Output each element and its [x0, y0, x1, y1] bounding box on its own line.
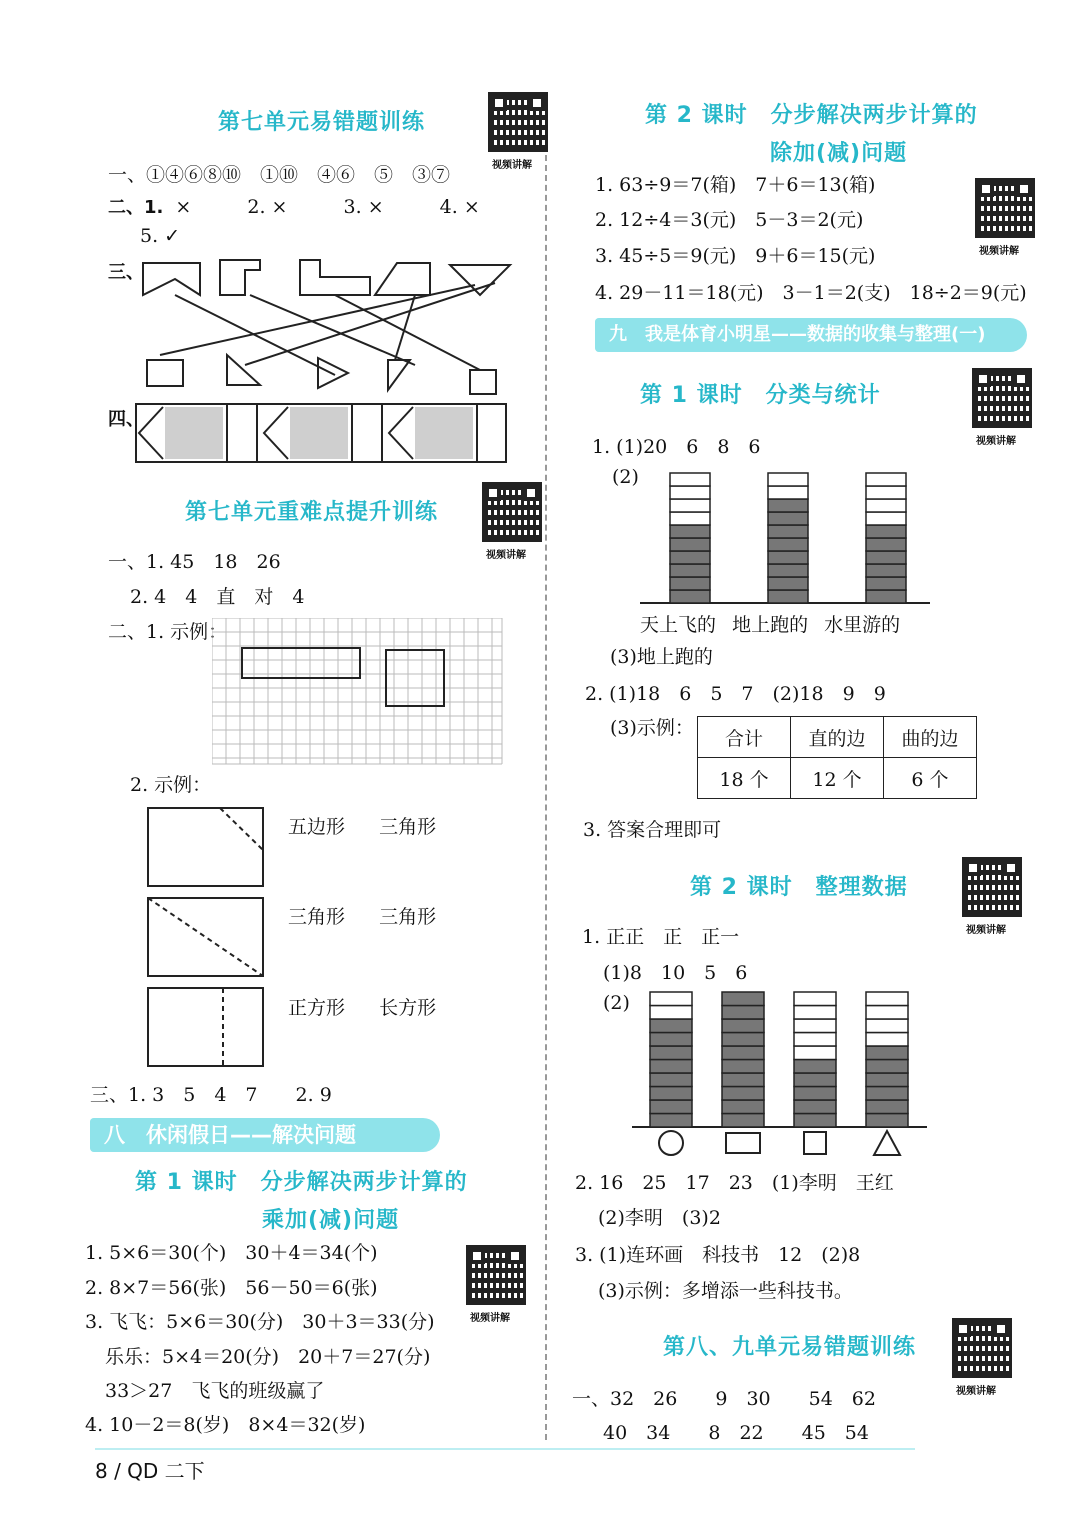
qr-label: 视频讲解: [956, 1386, 996, 1397]
bar-cell-filled: [768, 538, 808, 551]
s89-q1a: 一、32 26 9 30 54 62: [572, 1388, 876, 1410]
qr-code: [482, 482, 542, 542]
pattern-strip: [135, 403, 510, 465]
bar-cell-filled: [866, 1087, 908, 1101]
chart-bar: [866, 473, 906, 603]
bar-cell-filled: [866, 564, 906, 577]
l2-line-2: 2. 12÷4＝3(元) 5－3＝2(元): [595, 209, 864, 231]
q4-label: 四、: [108, 409, 144, 430]
units89-title: 第八、九单元易错题训练: [663, 1335, 917, 1360]
q3-label: 三、: [108, 262, 144, 283]
qr-label: 视频讲解: [979, 246, 1019, 257]
bar-cell-empty: [866, 1019, 908, 1033]
bar-cell-empty: [866, 499, 906, 512]
l1-line-5: 33＞27 飞飞的班级赢了: [105, 1380, 325, 1402]
qr-label: 视频讲解: [966, 925, 1006, 936]
chart1-label: 水里游的: [824, 614, 901, 636]
c2-q1: 1. 正正 正 正一: [582, 926, 740, 948]
bar-cell-filled: [650, 1046, 692, 1060]
bar-cell-filled: [866, 551, 906, 564]
c1-q2-3: (3)示例：: [610, 717, 694, 739]
bar-cell-filled: [866, 590, 906, 603]
shape-l: [220, 260, 260, 295]
bar-cell-filled: [768, 564, 808, 577]
bar-cell-filled: [866, 1046, 908, 1060]
bar-cell-filled: [650, 1033, 692, 1047]
c1-q2: 2. (1)18 6 5 7 (2)18 9 9: [585, 683, 886, 705]
q2-5: 5. ✓: [140, 225, 181, 247]
s89-q1b: 40 34 8 22 45 54: [603, 1422, 869, 1444]
bar-cell-filled: [768, 590, 808, 603]
bar-cell-empty: [794, 1033, 836, 1047]
bar-cell-filled: [650, 1060, 692, 1074]
l2-line-1: 1. 63÷9＝7(箱) 7＋6＝13(箱): [595, 174, 876, 196]
bar-cell-filled: [866, 1060, 908, 1074]
lesson2-title-b: 除加(减)问题: [770, 141, 908, 166]
unit7-key-title: 第七单元重难点提升训练: [185, 500, 439, 525]
bar-cell-filled: [722, 1100, 764, 1114]
bar-cell-filled: [794, 1087, 836, 1101]
c2-q3b: (3)示例：多增添一些科技书。: [598, 1280, 853, 1302]
bar-cell-empty: [670, 512, 710, 525]
bar-cell-filled: [794, 1100, 836, 1114]
bar-cell-filled: [650, 1073, 692, 1087]
bar-cell-filled: [794, 1114, 836, 1128]
bar-cell-filled: [670, 525, 710, 538]
bar-cell-empty: [794, 1019, 836, 1033]
chart-bar: [794, 992, 836, 1127]
l1-line-2: 2. 8×7＝56(张) 56－50＝6(张): [85, 1277, 378, 1299]
qr-label: 视频讲解: [486, 550, 526, 561]
s7b-q2b: 2. 示例：: [130, 774, 212, 796]
bar-cell-empty: [768, 473, 808, 486]
qr-code: [952, 1318, 1012, 1378]
bar-cell-filled: [670, 538, 710, 551]
bar-cell-filled: [650, 1100, 692, 1114]
bar-cell-filled: [722, 1046, 764, 1060]
bar-cell-filled: [722, 1114, 764, 1128]
bar-cell-empty: [866, 1033, 908, 1047]
bar-cell-filled: [650, 1087, 692, 1101]
bar-cell-filled: [768, 577, 808, 590]
q2-line: 二、1. × 2. × 3. × 4. ×: [108, 196, 480, 218]
c2-q2: 2. 16 25 17 23 (1)李明 王红: [575, 1172, 894, 1194]
bar-cell-filled: [794, 1073, 836, 1087]
table-head-cell: 合计: [698, 717, 791, 758]
bar-cell-empty: [650, 1006, 692, 1020]
page-footer: 8 / QD 二下: [95, 1459, 205, 1483]
qr-code: [975, 178, 1035, 238]
c1-q3: 3. 答案合理即可: [583, 819, 722, 841]
bar-cell-empty: [650, 992, 692, 1006]
shape-pentagon: [143, 263, 200, 295]
s7b-q1b: 2. 4 4 直 对 4: [130, 586, 305, 608]
unit9-banner: 九 我是体育小明星——数据的收集与整理(一): [595, 318, 1027, 352]
chart-bar: [722, 992, 764, 1127]
c2-q1-1: (1)8 10 5 6: [603, 962, 748, 984]
bar-cell-filled: [768, 512, 808, 525]
bar-cell-empty: [866, 992, 908, 1006]
chart-bar: [670, 473, 710, 603]
bar-cell-empty: [670, 499, 710, 512]
unit7-errors-title: 第七单元易错题训练: [218, 110, 426, 135]
qr-code: [972, 368, 1032, 428]
circle-category-icon: [659, 1131, 683, 1155]
c1-title: 第 1 课时 分类与统计: [640, 383, 881, 408]
column-divider: [545, 95, 547, 1440]
bar-cell-filled: [670, 564, 710, 577]
bar-cell-filled: [866, 1114, 908, 1128]
bar-cell-filled: [794, 1060, 836, 1074]
rectangle-category-icon: [726, 1133, 760, 1153]
cut-shapes-figure: [145, 805, 270, 1067]
table-head-cell: 直的边: [791, 717, 884, 758]
q1-line: 一、①④⑥⑧⑩ ①⑩ ④⑥ ⑤ ③⑦: [108, 164, 451, 186]
chart-bar: [650, 992, 692, 1127]
shape-row-3: 正方形 长方形: [288, 997, 437, 1019]
l1-line-1: 1. 5×6＝30(个) 30＋4＝34(个): [85, 1242, 378, 1264]
bar-cell-filled: [670, 551, 710, 564]
l2-line-3: 3. 45÷5＝9(元) 9＋6＝15(元): [595, 245, 876, 267]
lesson2-title-a: 第 2 课时 分步解决两步计算的: [645, 103, 978, 128]
qr-code: [962, 857, 1022, 917]
lesson1-title-a: 第 1 课时 分步解决两步计算的: [135, 1170, 468, 1195]
grid-figure: [212, 618, 504, 768]
qr-label: 视频讲解: [470, 1313, 510, 1324]
table-cell: 12 个: [791, 758, 884, 799]
lesson1-title-b: 乘加(减)问题: [262, 1208, 400, 1233]
bar-cell-filled: [670, 577, 710, 590]
s7b-q3: 三、1. 3 5 4 7 2. 9: [90, 1084, 332, 1106]
qr-label: 视频讲解: [492, 160, 532, 171]
bar-cell-filled: [722, 1033, 764, 1047]
bar-cell-filled: [768, 525, 808, 538]
shape-matching-figure: [135, 255, 535, 395]
shape-row-1: 五边形 三角形: [288, 816, 437, 838]
bar-cell-empty: [866, 512, 906, 525]
bar-cell-filled: [866, 525, 906, 538]
s7b-q1a: 一、1. 45 18 26: [108, 551, 281, 573]
bar-cell-filled: [866, 1073, 908, 1087]
bar-cell-filled: [722, 1006, 764, 1020]
l1-line-6: 4. 10－2＝8(岁) 8×4＝32(岁): [85, 1414, 366, 1436]
chart1-label: 地上跑的: [732, 614, 809, 636]
c2-q1-2: (2): [603, 992, 630, 1014]
s7b-q2: 二、1. 示例：: [108, 621, 228, 643]
l1-line-3: 3. 飞飞：5×6＝30(分) 30＋3＝33(分): [85, 1311, 435, 1333]
footer-rule: [95, 1448, 915, 1450]
bar-cell-empty: [794, 1046, 836, 1060]
bar-cell-empty: [670, 486, 710, 499]
c2-title: 第 2 课时 整理数据: [690, 875, 908, 900]
bar-cell-empty: [866, 486, 906, 499]
chart1-label: 天上飞的: [640, 614, 717, 636]
bar-cell-empty: [670, 473, 710, 486]
bar-cell-filled: [670, 590, 710, 603]
bar-cell-empty: [794, 1006, 836, 1020]
c1-q1-2: (2): [612, 466, 639, 488]
bar-cell-filled: [722, 1073, 764, 1087]
c1-q1: 1. (1)20 6 8 6: [592, 436, 761, 458]
table-head-cell: 曲的边: [884, 717, 977, 758]
bar-cell-filled: [722, 1019, 764, 1033]
bar-cell-filled: [722, 1087, 764, 1101]
chart1: [640, 465, 940, 610]
bar-cell-empty: [866, 473, 906, 486]
qr-code: [488, 92, 548, 152]
bar-cell-filled: [866, 538, 906, 551]
c1-q1-3: (3)地上跑的: [610, 646, 713, 668]
bar-cell-filled: [722, 992, 764, 1006]
unit8-banner: 八 休闲假日——解决问题: [90, 1118, 440, 1152]
triangle-category-icon: [874, 1131, 900, 1155]
bar-cell-filled: [768, 551, 808, 564]
bar-cell-filled: [866, 1100, 908, 1114]
table-cell: 6 个: [884, 758, 977, 799]
chart1-labels: [640, 610, 900, 637]
c2-q3: 3. (1)连环画 科技书 12 (2)8: [575, 1244, 861, 1266]
l1-line-4: 乐乐：5×4＝20(分) 20＋7＝27(分): [105, 1346, 431, 1368]
bar-cell-filled: [722, 1060, 764, 1074]
table-cell: 18 个: [698, 758, 791, 799]
chart2: [632, 990, 932, 1160]
l2-line-4: 4. 29－11＝18(元) 3－1＝2(支) 18÷2＝9(元): [595, 282, 1027, 304]
bar-cell-filled: [650, 1114, 692, 1128]
shape-row-2: 三角形 三角形: [288, 906, 437, 928]
c2-q2b: (2)李明 (3)2: [598, 1207, 721, 1229]
square-category-icon: [804, 1132, 826, 1154]
edge-table: [697, 716, 977, 799]
bar-cell-filled: [768, 499, 808, 512]
bar-cell-filled: [866, 577, 906, 590]
bar-cell-empty: [866, 1006, 908, 1020]
bar-cell-filled: [650, 1019, 692, 1033]
chart-bar: [768, 473, 808, 603]
qr-code: [466, 1245, 526, 1305]
bar-cell-empty: [794, 992, 836, 1006]
chart-bar: [866, 992, 908, 1127]
qr-label: 视频讲解: [976, 436, 1016, 447]
bar-cell-empty: [768, 486, 808, 499]
